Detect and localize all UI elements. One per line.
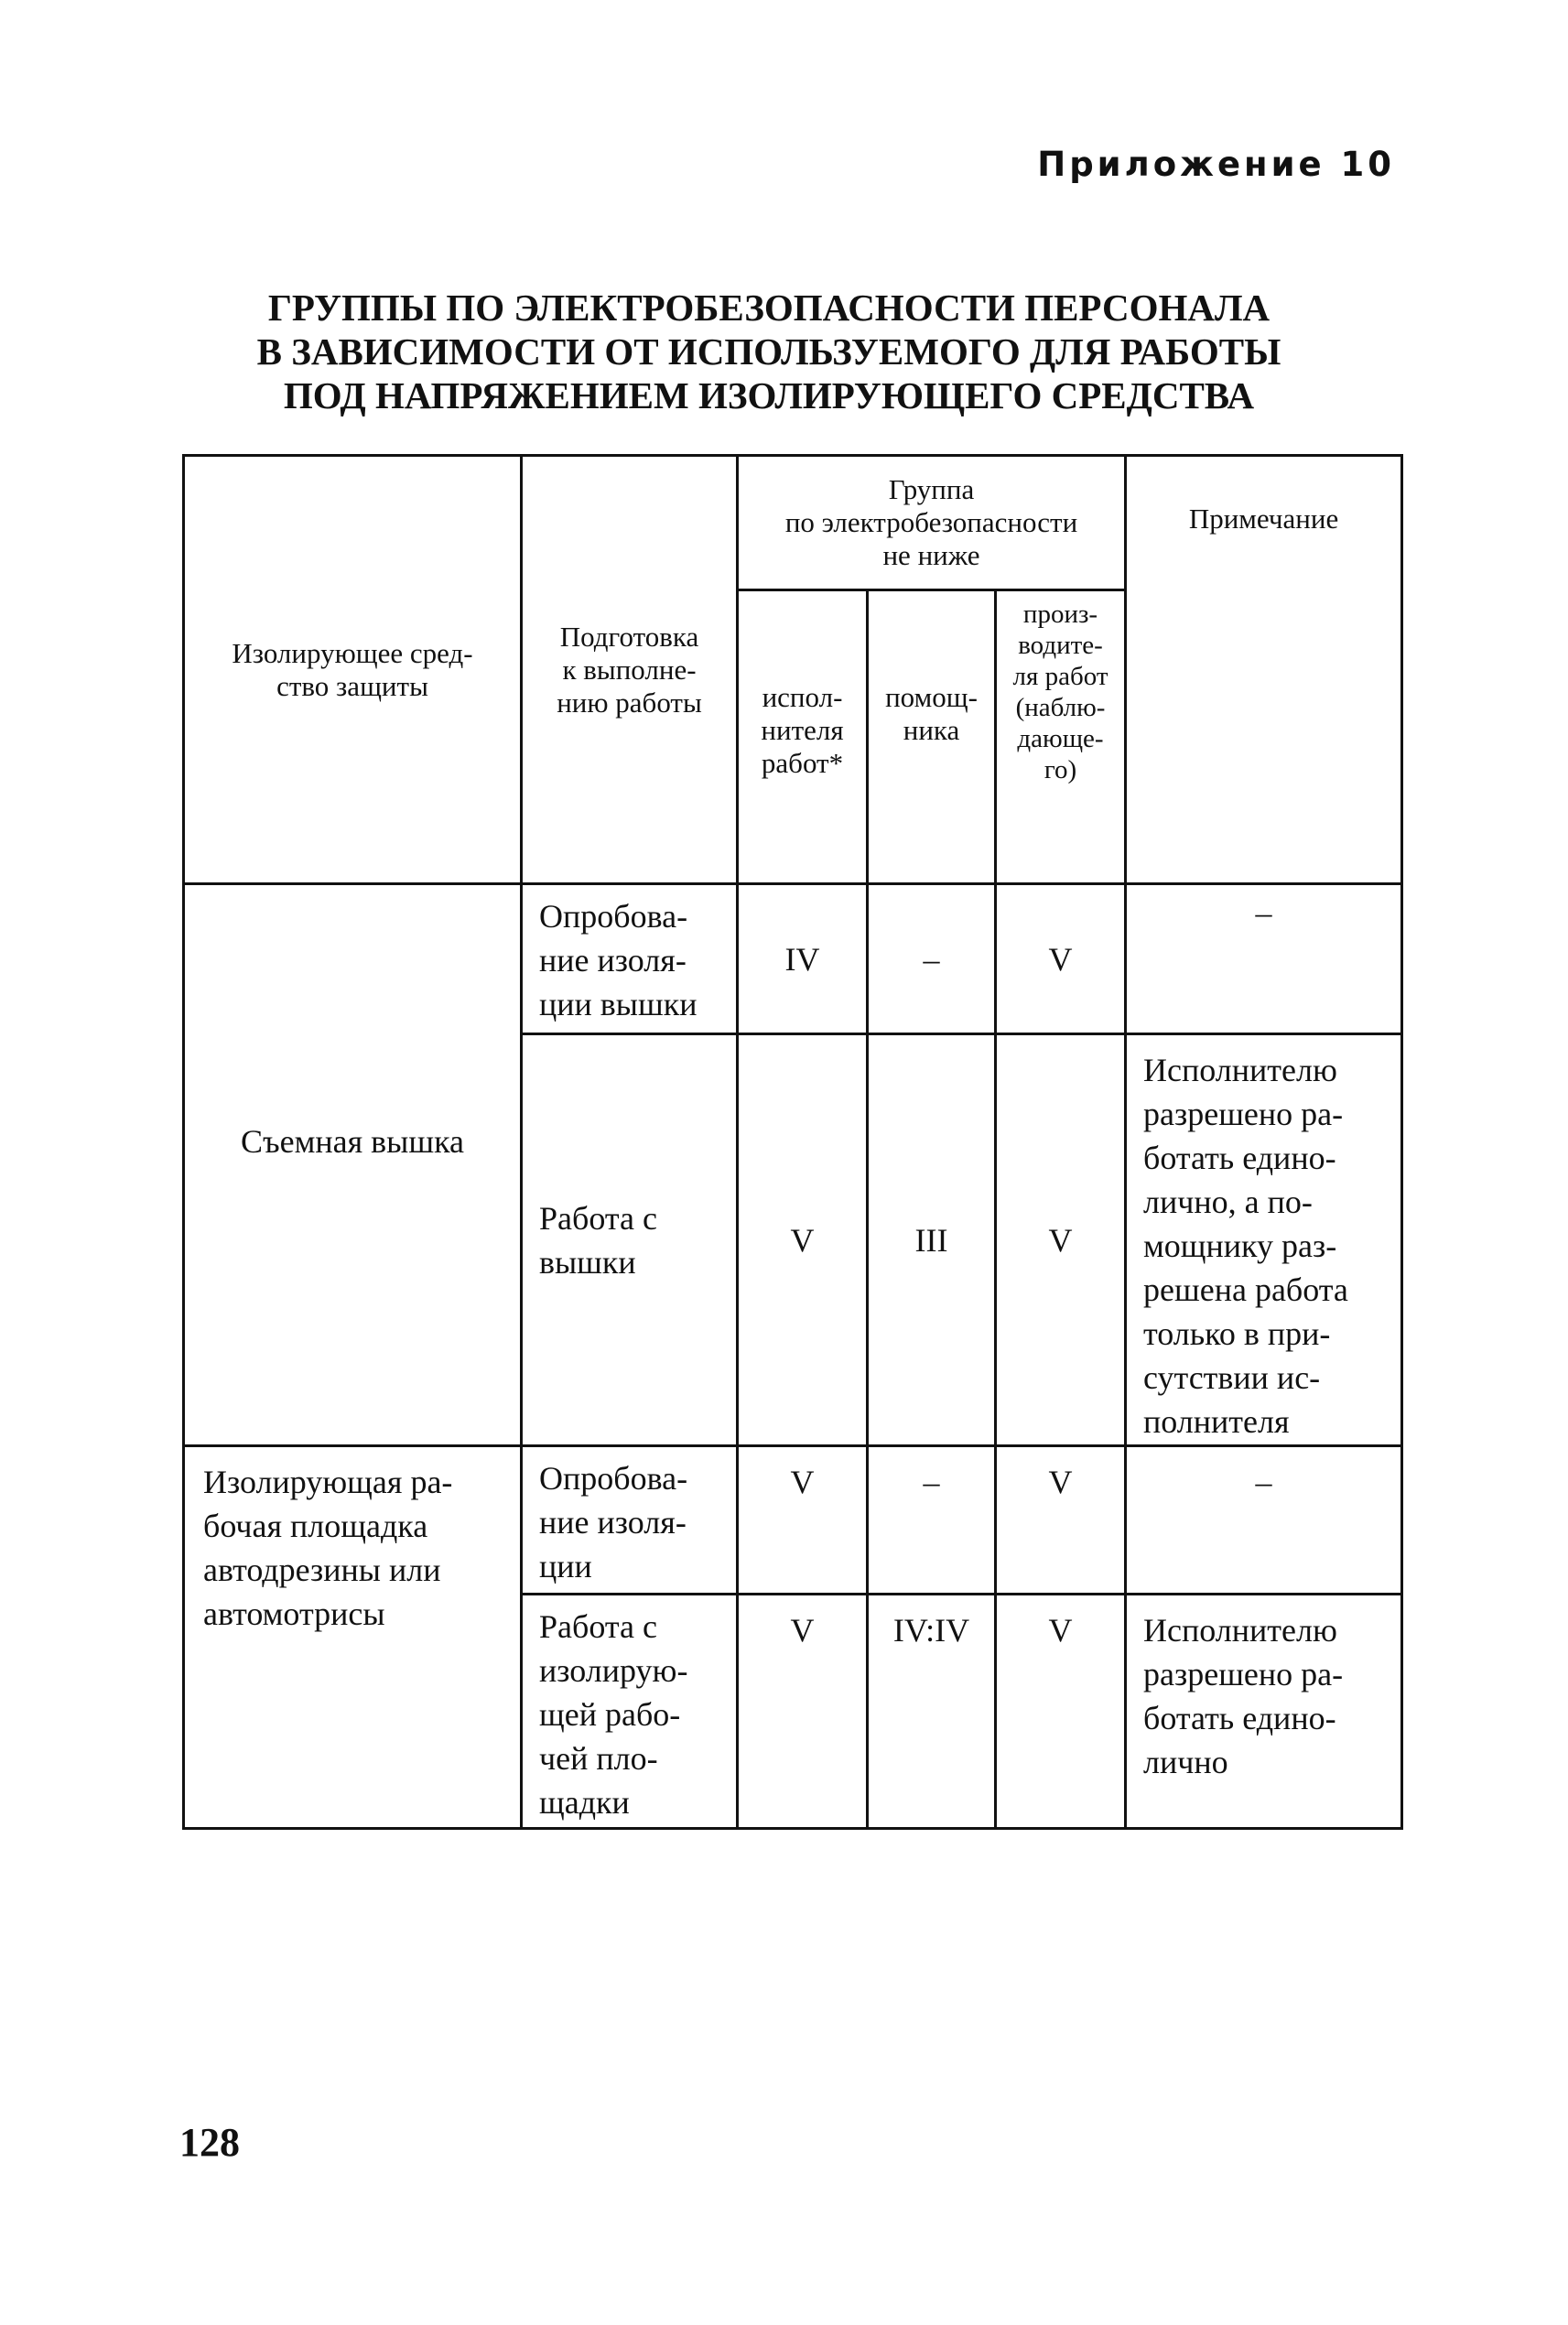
cell-assistant-group: IV:IV [868, 1595, 996, 1829]
cell-preparation: Работа с вышки [522, 1034, 738, 1446]
cell-preparation: Опробова- ние изоля- ции вышки [522, 884, 738, 1034]
cell-assistant-group: – [868, 884, 996, 1034]
cell-assistant-group: – [868, 1446, 996, 1595]
cell-performer-group: IV [738, 884, 868, 1034]
header-work-manager: произ- водите- ля работ (наблю- дающе- го) [996, 590, 1126, 884]
cell-assistant-group: III [868, 1034, 996, 1446]
header-safety-group: Группа по электробезопасности не ниже [738, 456, 1126, 590]
cell-note: Исполнителю разрешено ра- ботать едино- лично, а по- мощнику раз- решена работа только в при- сутствии ис- полнителя [1126, 1034, 1402, 1446]
row-means-removable-tower: Съемная вышка [184, 884, 522, 1446]
cell-manager-group: V [996, 1595, 1126, 1829]
cell-note: – [1126, 1446, 1402, 1595]
row-means-insulated-platform: Изолирующая ра- бочая площадка автодрезины или автомотрисы [184, 1446, 522, 1829]
cell-note: – [1126, 884, 1402, 1034]
header-performer: испол- нителя работ* [738, 590, 868, 884]
header-assistant: помощ- ника [868, 590, 996, 884]
title-line: ГРУППЫ ПО ЭЛЕКТРОБЕЗОПАСНОСТИ ПЕРСОНАЛА [267, 287, 1271, 329]
cell-note: Исполнителю разрешено ра- ботать едино- лично [1126, 1595, 1402, 1829]
cell-manager-group: V [996, 1446, 1126, 1595]
title-line: В ЗАВИСИМОСТИ ОТ ИСПОЛЬЗУЕМОГО ДЛЯ РАБОТЫ [256, 330, 1281, 373]
page-number: 128 [179, 2120, 240, 2165]
cell-performer-group: V [738, 1595, 868, 1829]
cell-preparation: Опробова- ние изоля- ции [522, 1446, 738, 1595]
cell-performer-group: V [738, 1034, 868, 1446]
page-title [146, 286, 1391, 417]
header-preparation: Подготовка к выполне- нию работы [522, 456, 738, 884]
cell-preparation: Работа с изолирую- щей рабо- чей пло- щадки [522, 1595, 738, 1829]
cell-manager-group: V [996, 884, 1126, 1034]
header-insulating-means: Изолирующее сред- ство защиты [184, 456, 522, 884]
header-note: Примечание [1126, 456, 1402, 884]
title-line: ПОД НАПРЯЖЕНИЕМ ИЗОЛИРУЮЩЕГО СРЕДСТВА [283, 374, 1255, 416]
safety-groups-table [182, 454, 1403, 1830]
cell-performer-group: V [738, 1446, 868, 1595]
appendix-label: Приложение 10 [1037, 145, 1395, 184]
cell-manager-group: V [996, 1034, 1126, 1446]
